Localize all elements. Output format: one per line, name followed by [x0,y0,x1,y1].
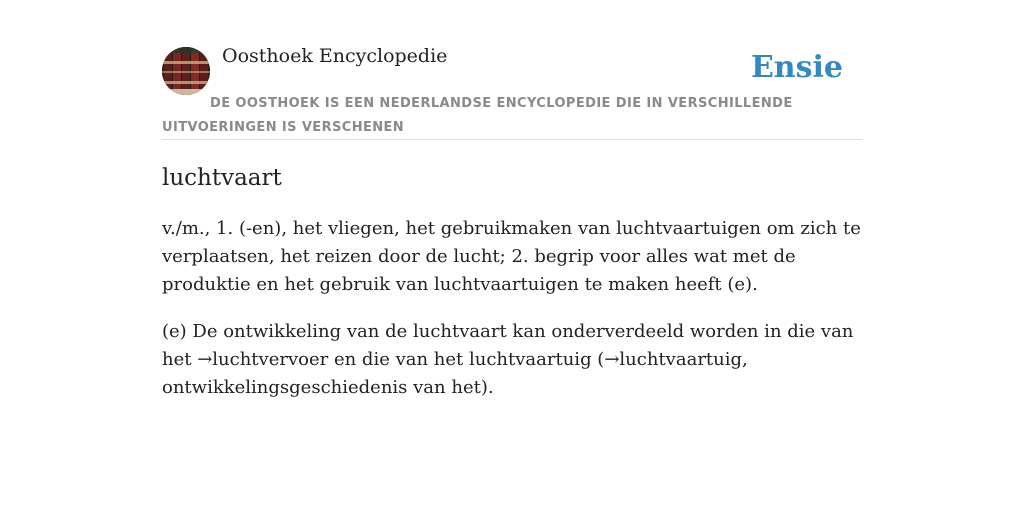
article-body-text: ). [480,377,494,398]
article-body [162,318,862,402]
article-body-text: en die van het luchtvaartuig ( [328,349,605,370]
site-name[interactable]: Oosthoek Encyclopedie [222,45,448,67]
site-tagline: DE OOSTHOEK IS EEN NEDERLANDSE ENCYCLOPEDIE DIE IN VERSCHILLENDE UITVOERINGEN IS VERSCHENEN [162,96,793,135]
site-avatar[interactable] [162,47,210,95]
article [162,160,862,402]
encyclopedia-books-icon [162,47,210,95]
link-luchtvaartuig-geschiedenis[interactable]: →luchtvaartuig, ontwikkelingsgeschiedenis van het [162,349,748,398]
header-divider [162,139,862,140]
link-luchtvervoer[interactable]: →luchtvervoer [197,349,329,370]
article-definition: v./m., 1. (-en), het vliegen, het gebruikmaken van luchtvaartuigen om zich te verplaatsen, het reizen door de lucht; 2. begrip voor alles wat met de produktie en het gebruik van luchtvaartuigen te maken heeft (e). [162,218,861,295]
article-body-text: (e) De ontwikkeling van de luchtvaart kan onderverdeeld worden in die van het [162,321,854,370]
brand-logo-link[interactable]: Ensie [750,50,843,85]
article-title: luchtvaart [162,165,282,191]
